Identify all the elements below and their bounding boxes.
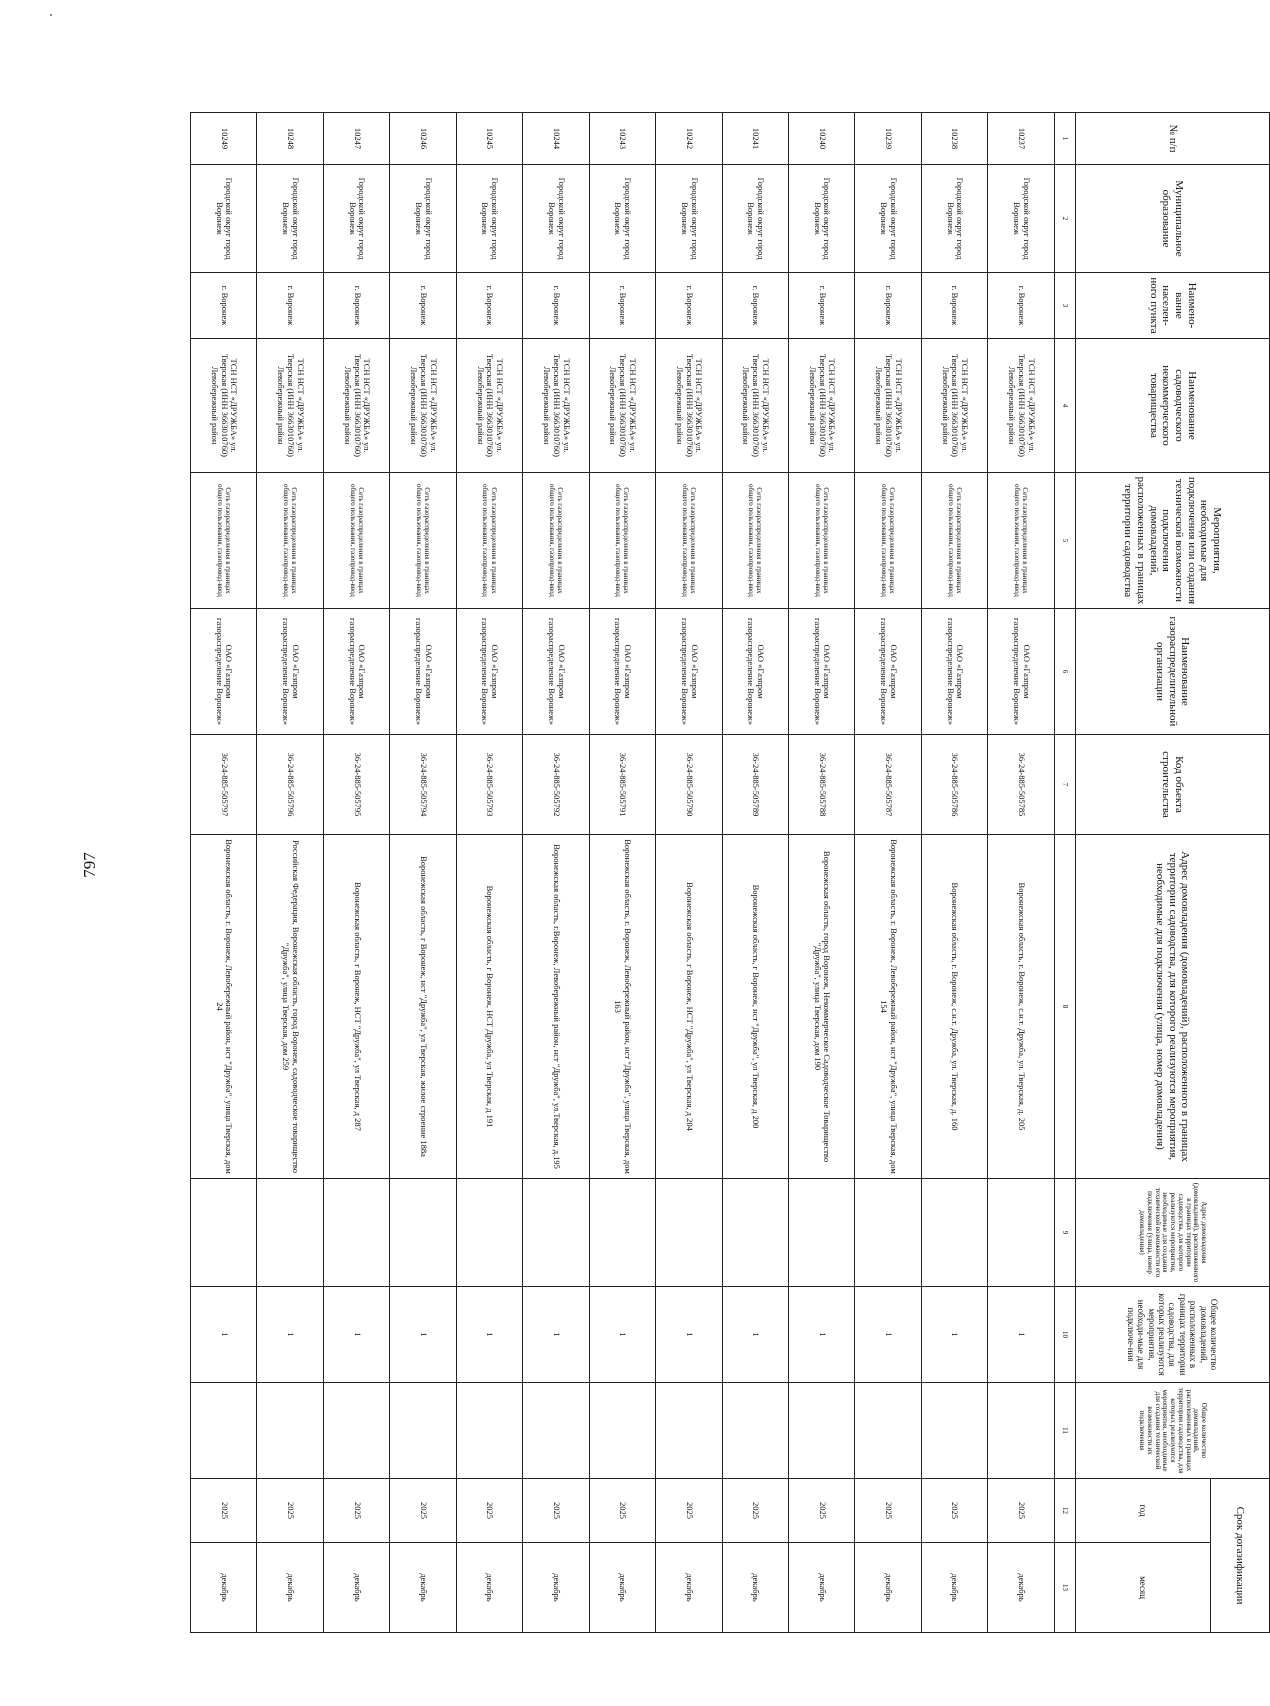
colnum: 11 [1054, 1383, 1075, 1479]
cell-address: Воронежская область, г Воронеж, нст "Дружба", ул Тверская, жилое строение 188а [390, 835, 456, 1179]
table-row [191, 113, 257, 1633]
cell-address: Воронежская область, г. Воронеж, Левобережный район, нст "Дружба", улица Тверская, дом 24 [191, 835, 257, 1179]
cell-household-count: 1 [523, 1287, 589, 1383]
cell-measures: Сеть газораспределения в границах общего пользования, газопровод-ввод [988, 473, 1054, 609]
cell-gas-org: ОАО «Газпром газораспределение Воронеж» [589, 609, 655, 735]
cell-row-number: 10244 [523, 113, 589, 165]
cell-municipality: Городской округ город Воронеж [257, 165, 323, 273]
cell-address: Воронежская область, г Воронеж, нст "Дружба", ул Тверская, д 200 [722, 835, 788, 1179]
scan-speck [50, 14, 52, 16]
cell-row-number: 10248 [257, 113, 323, 165]
cell-year: 2025 [191, 1479, 257, 1543]
column-number-row [1054, 113, 1075, 1633]
cell-settlement: г. Воронеж [456, 273, 522, 339]
cell-settlement: г. Воронеж [191, 273, 257, 339]
cell-household-count-tech [788, 1383, 854, 1479]
cell-row-number: 10243 [589, 113, 655, 165]
cell-household-count-tech [323, 1383, 389, 1479]
cell-month: декабрь [855, 1543, 921, 1633]
table-row [257, 113, 323, 1633]
cell-household-count: 1 [722, 1287, 788, 1383]
cell-month: декабрь [656, 1543, 722, 1633]
cell-household-count: 1 [390, 1287, 456, 1383]
table-row [788, 113, 854, 1633]
cell-address-tech [722, 1179, 788, 1287]
cell-address: Воронежская область, г.Воронеж, Левобережный район, нст "Дружба", ул.Тверская, д.195 [523, 835, 589, 1179]
cell-year: 2025 [456, 1479, 522, 1543]
cell-month: декабрь [988, 1543, 1054, 1633]
cell-municipality: Городской округ город Воронеж [656, 165, 722, 273]
page-number: 797 [80, 852, 99, 878]
table-row [921, 113, 987, 1633]
header-col-6: Наименование газораспределительной организации [1075, 609, 1269, 735]
cell-snt-name: ТСН НСТ «ДРУЖБА» ул. Тверская (ИНН 3663010760) Левобережный район [656, 339, 722, 473]
cell-gas-org: ОАО «Газпром газораспределение Воронеж» [390, 609, 456, 735]
header-col-7: Код объекта строительства [1075, 735, 1269, 835]
cell-measures: Сеть газораспределения в границах общего пользования, газопровод-ввод [523, 473, 589, 609]
header-col-9: Адрес домовладения (домовладений), расположенного в границах территории садоводства, для которого реализуются мероприятия, необходимые для создания технической возможности его подключения (улица, номер домовладения) [1075, 1179, 1269, 1287]
cell-settlement: г. Воронеж [523, 273, 589, 339]
cell-measures: Сеть газораспределения в границах общего пользования, газопровод-ввод [191, 473, 257, 609]
cell-household-count: 1 [191, 1287, 257, 1383]
header-col-2: Муниципальное образование [1075, 165, 1269, 273]
cell-address: Воронежская область, г. Воронеж, с.н.т. Дружба, ул. Тверская, д. 160 [921, 835, 987, 1179]
cell-address-tech [523, 1179, 589, 1287]
colnum: 10 [1054, 1287, 1075, 1383]
cell-household-count-tech [589, 1383, 655, 1479]
cell-address: Воронежская область, г Воронеж, НСТ Дружба, ул Тверская, д 191 [456, 835, 522, 1179]
header-col-1: № п/п [1075, 113, 1269, 165]
cell-measures: Сеть газораспределения в границах общего пользования, газопровод-ввод [921, 473, 987, 609]
cell-object-code: 36-24-885-505787 [855, 735, 921, 835]
cell-measures: Сеть газораспределения в границах общего пользования, газопровод-ввод [855, 473, 921, 609]
cell-household-count: 1 [589, 1287, 655, 1383]
cell-household-count: 1 [656, 1287, 722, 1383]
cell-address-tech [988, 1179, 1054, 1287]
cell-household-count: 1 [323, 1287, 389, 1383]
cell-address-tech [921, 1179, 987, 1287]
cell-address-tech [390, 1179, 456, 1287]
cell-year: 2025 [589, 1479, 655, 1543]
cell-year: 2025 [523, 1479, 589, 1543]
cell-snt-name: ТСН НСТ «ДРУЖБА» ул. Тверская (ИНН 3663010760) Левобережный район [257, 339, 323, 473]
cell-month: декабрь [589, 1543, 655, 1633]
cell-household-count: 1 [855, 1287, 921, 1383]
cell-measures: Сеть газораспределения в границах общего пользования, газопровод-ввод [390, 473, 456, 609]
cell-gas-org: ОАО «Газпром газораспределение Воронеж» [523, 609, 589, 735]
cell-address: Воронежская область, г. Воронеж, Левобережный район, нст "Дружба", улица Тверская, дом 154 [855, 835, 921, 1179]
cell-month: декабрь [523, 1543, 589, 1633]
cell-gas-org: ОАО «Газпром газораспределение Воронеж» [855, 609, 921, 735]
header-col-4: Наименование садоводческого некоммерческого товарищества [1075, 339, 1269, 473]
cell-year: 2025 [390, 1479, 456, 1543]
header-col-12-group: Срок догазификации [1210, 1479, 1269, 1633]
cell-snt-name: ТСН НСТ «ДРУЖБА» ул. Тверская (ИНН 3663010760) Левобережный район [855, 339, 921, 473]
cell-row-number: 10246 [390, 113, 456, 165]
cell-gas-org: ОАО «Газпром газораспределение Воронеж» [456, 609, 522, 735]
cell-household-count-tech [855, 1383, 921, 1479]
cell-year: 2025 [988, 1479, 1054, 1543]
table-row [988, 113, 1054, 1633]
table-row [722, 113, 788, 1633]
cell-address-tech [788, 1179, 854, 1287]
cell-year: 2025 [788, 1479, 854, 1543]
cell-address-tech [656, 1179, 722, 1287]
cell-measures: Сеть газораспределения в границах общего пользования, газопровод-ввод [257, 473, 323, 609]
cell-municipality: Городской округ город Воронеж [191, 165, 257, 273]
cell-household-count: 1 [988, 1287, 1054, 1383]
cell-settlement: г. Воронеж [390, 273, 456, 339]
cell-municipality: Городской округ город Воронеж [855, 165, 921, 273]
cell-snt-name: ТСН НСТ «ДРУЖБА» ул. Тверская (ИНН 3663010760) Левобережный район [456, 339, 522, 473]
cell-year: 2025 [656, 1479, 722, 1543]
cell-object-code: 36-24-885-505791 [589, 735, 655, 835]
header-col-5: Мероприятия, необходимые для подключения или создания технической возможности подключения домовладений, расположенных в границах территории садоводства [1075, 473, 1269, 609]
header-col-10: Общее количество домовладений, расположенных в границах территории садоводства, для которых реализуются мероприятия, необходи-мые для подключе-ния [1075, 1287, 1269, 1383]
cell-snt-name: ТСН НСТ «ДРУЖБА» ул. Тверская (ИНН 3663010760) Левобережный район [921, 339, 987, 473]
cell-address-tech [323, 1179, 389, 1287]
cell-settlement: г. Воронеж [323, 273, 389, 339]
cell-year: 2025 [722, 1479, 788, 1543]
table-row [589, 113, 655, 1633]
table-row [323, 113, 389, 1633]
colnum: 3 [1054, 273, 1075, 339]
cell-row-number: 10249 [191, 113, 257, 165]
cell-household-count-tech [257, 1383, 323, 1479]
gasification-table [190, 112, 1270, 1633]
cell-gas-org: ОАО «Газпром газораспределение Воронеж» [921, 609, 987, 735]
cell-object-code: 36-24-885-505786 [921, 735, 987, 835]
cell-address: Российская Федерация, Воронежская область, город Воронеж, садоводческое товарищество "Дружба", улица Тверская, дом 259 [257, 835, 323, 1179]
header-col-8: Адрес домовладения (домовладений), расположенного в границах территории садоводства, для которого реализуются мероприятия, необходимые для подключения (улица, номер домовладения) [1075, 835, 1269, 1179]
cell-month: декабрь [323, 1543, 389, 1633]
cell-snt-name: ТСН НСТ «ДРУЖБА» ул. Тверская (ИНН 3663010760) Левобережный район [589, 339, 655, 473]
cell-address: Воронежская область, г. Воронеж, Левобережный район, нст "Дружба", улица Тверская, дом 163 [589, 835, 655, 1179]
cell-gas-org: ОАО «Газпром газораспределение Воронеж» [257, 609, 323, 735]
cell-month: декабрь [788, 1543, 854, 1633]
cell-object-code: 36-24-885-505797 [191, 735, 257, 835]
cell-household-count-tech [456, 1383, 522, 1479]
cell-household-count-tech [722, 1383, 788, 1479]
colnum: 7 [1054, 735, 1075, 835]
colnum: 4 [1054, 339, 1075, 473]
cell-measures: Сеть газораспределения в границах общего пользования, газопровод-ввод [722, 473, 788, 609]
cell-settlement: г. Воронеж [722, 273, 788, 339]
cell-address: Воронежская область, г Воронеж, НСТ "Дружба", ул Тверская, д 204 [656, 835, 722, 1179]
table-row [855, 113, 921, 1633]
cell-snt-name: ТСН НСТ «ДРУЖБА» ул. Тверская (ИНН 3663010760) Левобережный район [390, 339, 456, 473]
cell-row-number: 10238 [921, 113, 987, 165]
cell-row-number: 10242 [656, 113, 722, 165]
cell-gas-org: ОАО «Газпром газораспределение Воронеж» [656, 609, 722, 735]
cell-measures: Сеть газораспределения в границах общего пользования, газопровод-ввод [656, 473, 722, 609]
cell-municipality: Городской округ город Воронеж [722, 165, 788, 273]
colnum: 9 [1054, 1179, 1075, 1287]
cell-snt-name: ТСН НСТ «ДРУЖБА» ул. Тверская (ИНН 3663010760) Левобережный район [988, 339, 1054, 473]
table-row [656, 113, 722, 1633]
cell-object-code: 36-24-885-505792 [523, 735, 589, 835]
colnum: 1 [1054, 113, 1075, 165]
cell-household-count-tech [921, 1383, 987, 1479]
cell-measures: Сеть газораспределения в границах общего пользования, газопровод-ввод [788, 473, 854, 609]
cell-address: Воронежская область, город Воронеж, Некоммерческое Садоводческое Товарищество "Дружба", улица Тверская, дом 190 [788, 835, 854, 1179]
cell-municipality: Городской округ город Воронеж [523, 165, 589, 273]
cell-gas-org: ОАО «Газпром газораспределение Воронеж» [323, 609, 389, 735]
cell-object-code: 36-24-885-505788 [788, 735, 854, 835]
cell-settlement: г. Воронеж [988, 273, 1054, 339]
table-row [390, 113, 456, 1633]
cell-address: Воронежская область, г Воронеж, НСТ "Дружба", ул Тверская, д 287 [323, 835, 389, 1179]
table-row [523, 113, 589, 1633]
cell-settlement: г. Воронеж [656, 273, 722, 339]
cell-settlement: г. Воронеж [589, 273, 655, 339]
colnum: 13 [1054, 1543, 1075, 1633]
cell-municipality: Городской округ город Воронеж [921, 165, 987, 273]
cell-municipality: Городской округ город Воронеж [323, 165, 389, 273]
cell-address-tech [257, 1179, 323, 1287]
cell-year: 2025 [921, 1479, 987, 1543]
cell-month: декабрь [257, 1543, 323, 1633]
cell-household-count-tech [656, 1383, 722, 1479]
cell-object-code: 36-24-885-505794 [390, 735, 456, 835]
cell-snt-name: ТСН НСТ «ДРУЖБА» ул. Тверская (ИНН 3663010760) Левобережный район [191, 339, 257, 473]
cell-settlement: г. Воронеж [788, 273, 854, 339]
cell-month: декабрь [722, 1543, 788, 1633]
cell-settlement: г. Воронеж [257, 273, 323, 339]
cell-row-number: 10247 [323, 113, 389, 165]
cell-household-count-tech [523, 1383, 589, 1479]
cell-household-count-tech [988, 1383, 1054, 1479]
colnum: 5 [1054, 473, 1075, 609]
cell-household-count: 1 [456, 1287, 522, 1383]
cell-year: 2025 [257, 1479, 323, 1543]
cell-row-number: 10241 [722, 113, 788, 165]
cell-object-code: 36-24-885-505790 [656, 735, 722, 835]
cell-month: декабрь [456, 1543, 522, 1633]
cell-snt-name: ТСН НСТ «ДРУЖБА» ул. Тверская (ИНН 3663010760) Левобережный район [788, 339, 854, 473]
cell-gas-org: ОАО «Газпром газораспределение Воронеж» [191, 609, 257, 735]
cell-address-tech [456, 1179, 522, 1287]
header-col-3: Наимено-вание населен-ного пункта [1075, 273, 1269, 339]
cell-row-number: 10237 [988, 113, 1054, 165]
cell-municipality: Городской округ город Воронеж [988, 165, 1054, 273]
cell-snt-name: ТСН НСТ «ДРУЖБА» ул. Тверская (ИНН 3663010760) Левобережный район [523, 339, 589, 473]
cell-household-count-tech [191, 1383, 257, 1479]
cell-gas-org: ОАО «Газпром газораспределение Воронеж» [988, 609, 1054, 735]
cell-address-tech [855, 1179, 921, 1287]
colnum: 8 [1054, 835, 1075, 1179]
cell-month: декабрь [921, 1543, 987, 1633]
header-col-11: Общее количество домовладений, расположенных в границах территории садоводства, для которых реализуются мероприятия, необходимые для создания технической возможности их подключения [1075, 1383, 1269, 1479]
cell-object-code: 36-24-885-505789 [722, 735, 788, 835]
cell-object-code: 36-24-885-505785 [988, 735, 1054, 835]
cell-municipality: Городской округ город Воронеж [788, 165, 854, 273]
header-col-13: месяц [1075, 1543, 1210, 1633]
header-col-12: год [1075, 1479, 1210, 1543]
cell-address-tech [589, 1179, 655, 1287]
cell-row-number: 10239 [855, 113, 921, 165]
cell-gas-org: ОАО «Газпром газораспределение Воронеж» [788, 609, 854, 735]
cell-household-count: 1 [921, 1287, 987, 1383]
colnum: 12 [1054, 1479, 1075, 1543]
cell-object-code: 36-24-885-505796 [257, 735, 323, 835]
cell-municipality: Городской округ город Воронеж [456, 165, 522, 273]
cell-settlement: г. Воронеж [921, 273, 987, 339]
table-row [456, 113, 522, 1633]
cell-year: 2025 [855, 1479, 921, 1543]
cell-snt-name: ТСН НСТ «ДРУЖБА» ул. Тверская (ИНН 3663010760) Левобережный район [722, 339, 788, 473]
cell-measures: Сеть газораспределения в границах общего пользования, газопровод-ввод [456, 473, 522, 609]
colnum: 6 [1054, 609, 1075, 735]
cell-household-count-tech [390, 1383, 456, 1479]
cell-household-count: 1 [257, 1287, 323, 1383]
cell-year: 2025 [323, 1479, 389, 1543]
colnum: 2 [1054, 165, 1075, 273]
cell-row-number: 10245 [456, 113, 522, 165]
cell-household-count: 1 [788, 1287, 854, 1383]
cell-municipality: Городской округ город Воронеж [589, 165, 655, 273]
cell-measures: Сеть газораспределения в границах общего пользования, газопровод-ввод [589, 473, 655, 609]
cell-settlement: г. Воронеж [855, 273, 921, 339]
cell-address-tech [191, 1179, 257, 1287]
cell-row-number: 10240 [788, 113, 854, 165]
cell-address: Воронежская область, г. Воронеж, с.н.т. Дружба, ул. Тверская, д. 205 [988, 835, 1054, 1179]
cell-measures: Сеть газораспределения в границах общего пользования, газопровод-ввод [323, 473, 389, 609]
cell-municipality: Городской округ город Воронеж [390, 165, 456, 273]
cell-month: декабрь [191, 1543, 257, 1633]
cell-snt-name: ТСН НСТ «ДРУЖБА» ул. Тверская (ИНН 3663010760) Левобережный район [323, 339, 389, 473]
cell-object-code: 36-24-885-505793 [456, 735, 522, 835]
cell-month: декабрь [390, 1543, 456, 1633]
cell-gas-org: ОАО «Газпром газораспределение Воронеж» [722, 609, 788, 735]
header-row-1 [1210, 113, 1269, 1633]
cell-object-code: 36-24-885-505795 [323, 735, 389, 835]
rotated-table-container [190, 112, 1270, 1632]
